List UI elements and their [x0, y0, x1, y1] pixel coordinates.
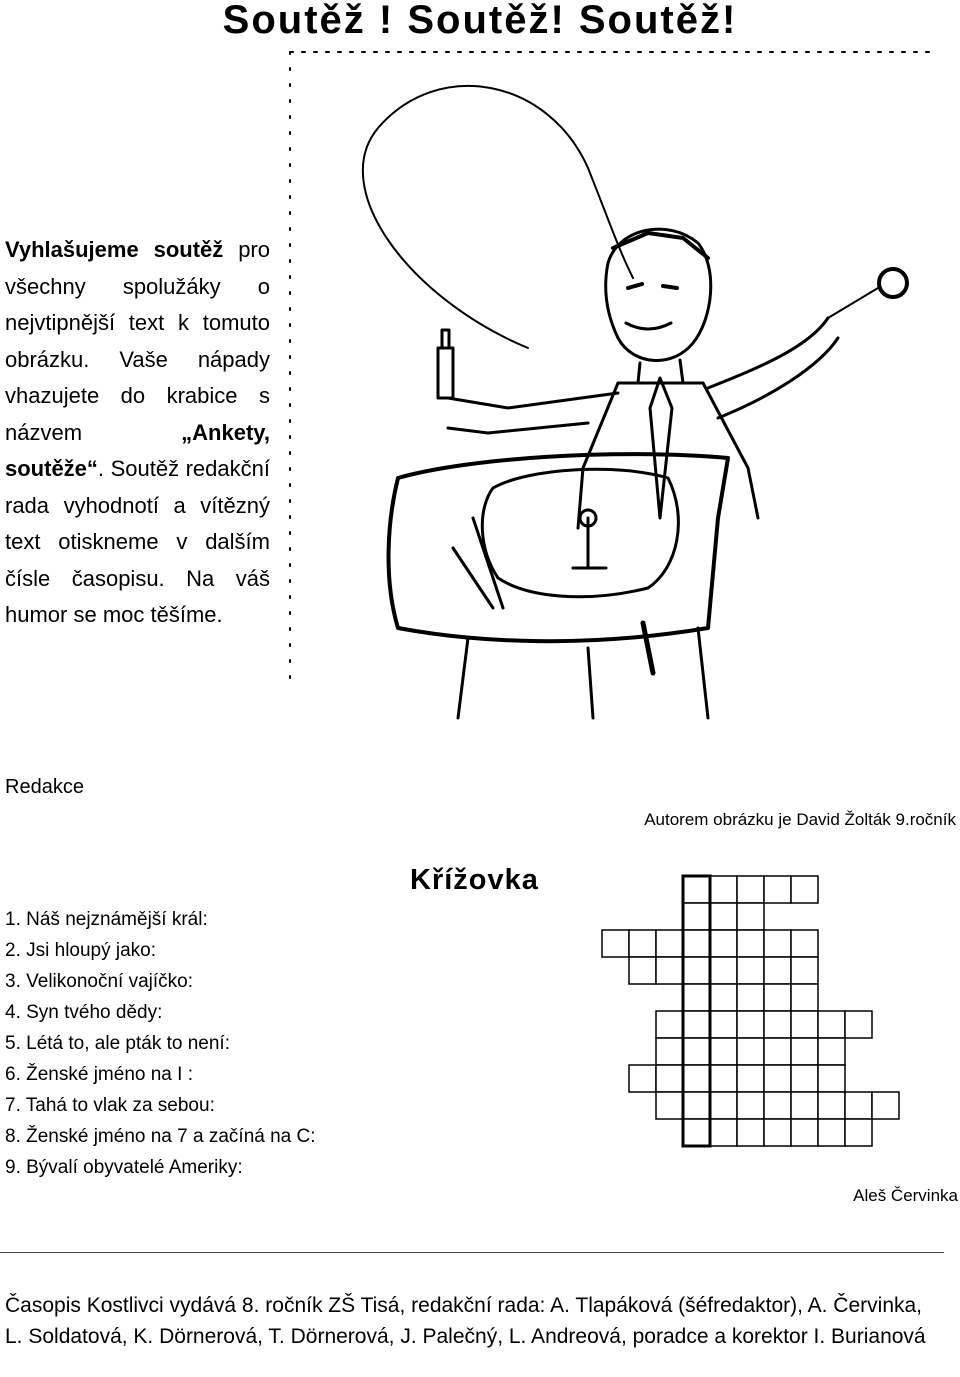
crossword-cell [683, 1065, 710, 1092]
crossword-cell [656, 930, 683, 957]
crossword-cell [764, 957, 791, 984]
crossword-cell [737, 1011, 764, 1038]
crossword-clue: 8. Ženské jméno na 7 a začíná na C: [5, 1126, 316, 1147]
picture-caption: Autorem obrázku je David Žolták 9.ročník [644, 810, 956, 829]
crossword-cell [818, 1038, 845, 1065]
crossword-cell [710, 984, 737, 1011]
crossword-cell [791, 1065, 818, 1092]
crossword-cell [656, 957, 683, 984]
contest-box-name: „Ankety, soutěže“ [5, 419, 270, 481]
crossword-cell [737, 930, 764, 957]
crossword-cell [683, 903, 710, 930]
page-title: Soutěž ! Soutěž! Soutěž! [222, 0, 738, 42]
crossword-cell [791, 930, 818, 957]
crossword-cell [710, 1011, 737, 1038]
crossword-cell [710, 1065, 737, 1092]
crossword-cell [629, 957, 656, 984]
contest-lead: Vyhlašujeme soutěž [5, 237, 224, 262]
crossword-cell [737, 1092, 764, 1119]
crossword-cell [602, 930, 629, 957]
crossword-cell [818, 1119, 845, 1146]
crossword-cell [710, 876, 737, 903]
crossword-cell [737, 1038, 764, 1065]
crossword-clue: 2. Jsi hloupý jako: [5, 940, 157, 961]
man-with-briefcase-drawing-icon [288, 48, 936, 724]
crossword-cell [791, 1011, 818, 1038]
crossword-clue: 5. Létá to, ale pták to není: [5, 1033, 230, 1054]
crossword-cell [791, 957, 818, 984]
crossword-cell [656, 1065, 683, 1092]
crossword-cell [764, 984, 791, 1011]
crossword-cell [710, 957, 737, 984]
crossword-cell [845, 1011, 872, 1038]
crossword-cell [791, 984, 818, 1011]
crossword-cell [872, 1092, 899, 1119]
crossword-cell [791, 1092, 818, 1119]
crossword-cell [683, 1038, 710, 1065]
crossword-cell [764, 1011, 791, 1038]
crossword-cell [683, 1011, 710, 1038]
crossword-cell [683, 1119, 710, 1146]
crossword-author: Aleš Červinka [853, 1186, 958, 1205]
crossword-cell [737, 876, 764, 903]
crossword-cell [845, 1092, 872, 1119]
crossword-cell [818, 1011, 845, 1038]
crossword-cell [683, 984, 710, 1011]
crossword-cell [656, 1011, 683, 1038]
crossword-cell [737, 984, 764, 1011]
crossword-cell [710, 903, 737, 930]
crossword-cell [710, 930, 737, 957]
crossword-cell [737, 903, 764, 930]
crossword-cell [737, 1119, 764, 1146]
crossword-grid [590, 868, 930, 1178]
contest-text-part1: pro všechny spolužáky o nejvtipnější text k tomuto obrázku. Vaše nápady vhazujete do krabice s názvem [5, 237, 270, 445]
contest-announcement [5, 232, 270, 634]
footer-credits: Časopis Kostlivci vydává 8. ročník ZŠ Tisá, redakční rada: A. Tlapáková (šéfredaktor), A. Červinka, L. Soldatová, K. Dörnerová, T. Dörnerová, J. Palečný, L. Andreová, poradce a korektor I. Burianová [5, 1294, 926, 1348]
crossword-cell [818, 1092, 845, 1119]
crossword-cell [764, 930, 791, 957]
crossword-clue: 3. Velikonoční vajíčko: [5, 971, 193, 992]
crossword-cell [710, 1119, 737, 1146]
crossword-cell [656, 1092, 683, 1119]
crossword-cell [764, 1065, 791, 1092]
crossword-cell [764, 1092, 791, 1119]
crossword-cell [818, 1065, 845, 1092]
crossword-cell [683, 876, 710, 903]
divider [0, 1252, 944, 1253]
crossword-cell [764, 1038, 791, 1065]
crossword-cell [656, 1038, 683, 1065]
contest-text [5, 232, 270, 634]
crossword-clue: 9. Bývalí obyvatelé Ameriky: [5, 1157, 243, 1178]
contest-text-part2: . Soutěž redakční rada vyhodnotí a vítězný text otiskneme v dalším čísle časopisu. Na váš humor se moc těšíme. [5, 456, 270, 627]
crossword-clues [5, 904, 316, 1183]
crossword-cell [683, 1092, 710, 1119]
crossword-cell [629, 1065, 656, 1092]
crossword-cell [737, 1065, 764, 1092]
crossword-cell [791, 876, 818, 903]
contest-signature: Redakce [5, 776, 84, 798]
crossword-cell [710, 1038, 737, 1065]
crossword-cell [845, 1119, 872, 1146]
crossword-clue: 7. Tahá to vlak za sebou: [5, 1095, 215, 1116]
crossword-clue: 6. Ženské jméno na I : [5, 1064, 193, 1085]
crossword-cell [791, 1119, 818, 1146]
crossword-cell [683, 930, 710, 957]
crossword-clue: 4. Syn tvého dědy: [5, 1002, 163, 1023]
crossword-cell [683, 957, 710, 984]
crossword-cell [629, 930, 656, 957]
crossword-cell [737, 957, 764, 984]
crossword-cell [710, 1092, 737, 1119]
crossword-cell [764, 876, 791, 903]
crossword-cell [764, 1119, 791, 1146]
crossword-title: Křížovka [410, 864, 539, 896]
crossword-clue: 1. Náš nejznámější král: [5, 909, 208, 930]
crossword-cell [791, 1038, 818, 1065]
